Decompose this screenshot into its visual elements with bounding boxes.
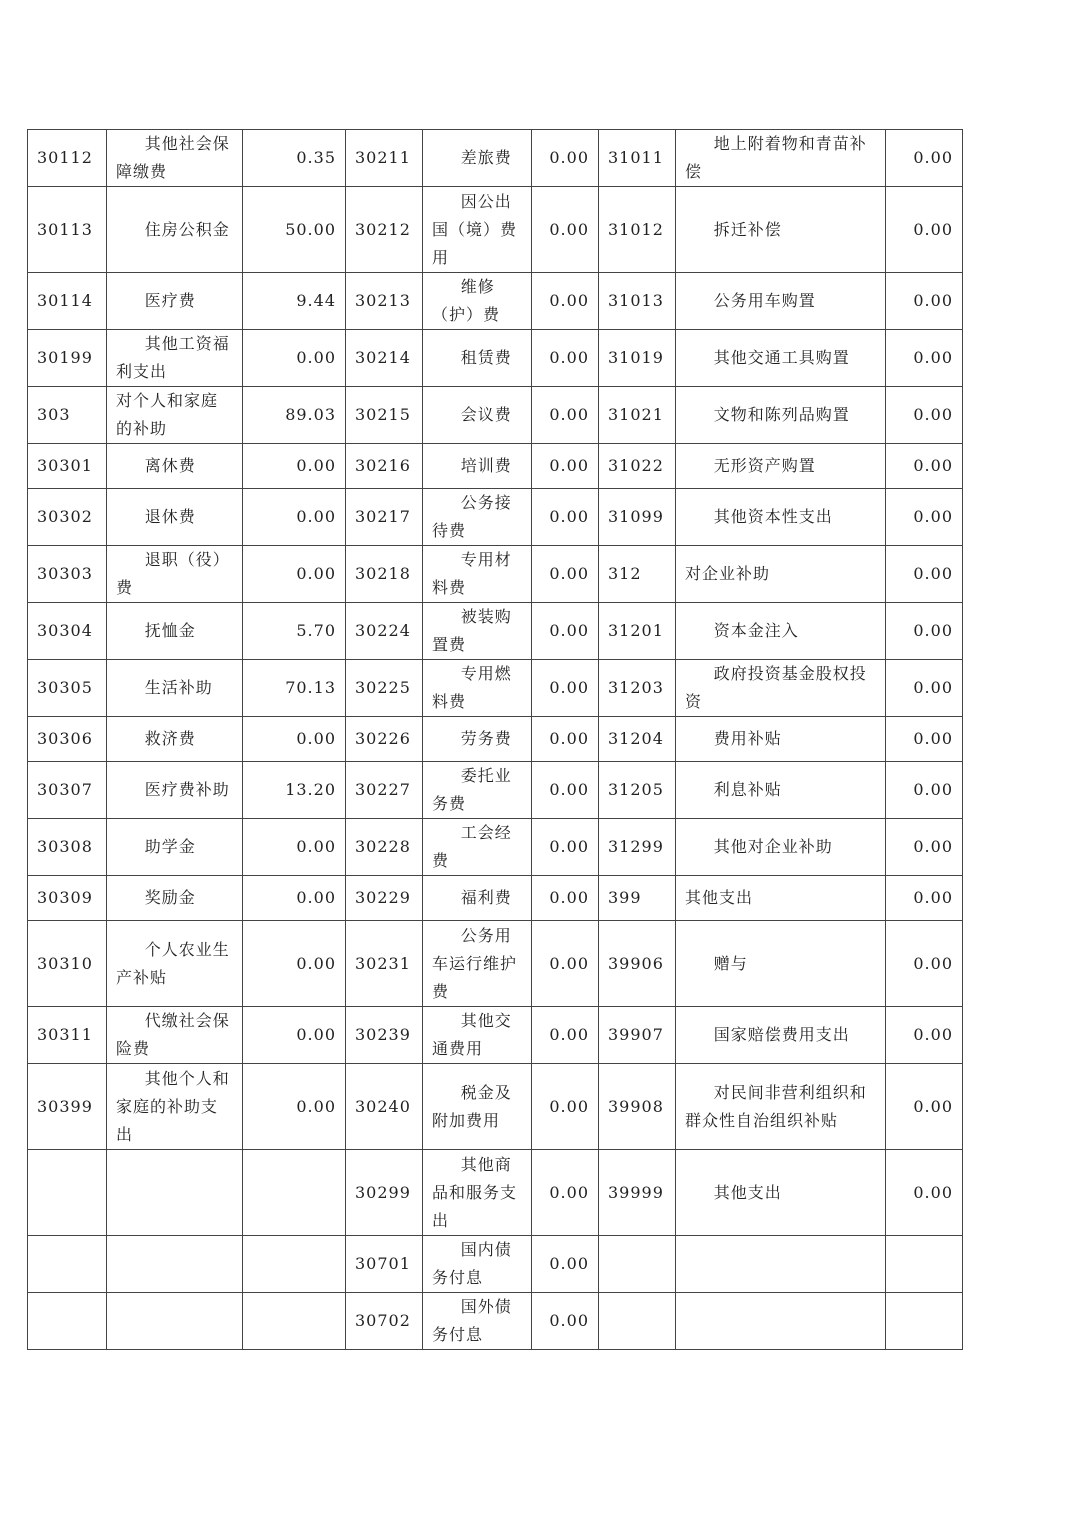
name-cell: 其他商品和服务支出 (423, 1150, 532, 1236)
amount-cell: 0.00 (532, 819, 599, 876)
amount-cell: 0.00 (243, 1007, 346, 1064)
amount-cell: 0.00 (532, 387, 599, 444)
name-cell: 其他工资福利支出 (107, 330, 243, 387)
amount-cell: 0.00 (532, 130, 599, 187)
amount-cell: 0.00 (532, 876, 599, 921)
name-cell: 维修（护）费 (423, 273, 532, 330)
code-cell: 30306 (28, 717, 107, 762)
code-cell: 30227 (346, 762, 423, 819)
amount-cell: 0.00 (243, 546, 346, 603)
name-cell: 差旅费 (423, 130, 532, 187)
name-cell: 其他交通工具购置 (676, 330, 886, 387)
name-cell: 其他支出 (676, 1150, 886, 1236)
table-row (28, 762, 963, 819)
name-cell: 生活补助 (107, 660, 243, 717)
name-cell: 会议费 (423, 387, 532, 444)
code-cell: 30217 (346, 489, 423, 546)
amount-cell: 0.00 (532, 660, 599, 717)
code-cell: 30218 (346, 546, 423, 603)
amount-cell: 0.00 (532, 762, 599, 819)
name-cell: 住房公积金 (107, 187, 243, 273)
amount-cell: 0.00 (886, 444, 963, 489)
name-cell: 利息补贴 (676, 762, 886, 819)
amount-cell (886, 1236, 963, 1293)
code-cell (28, 1236, 107, 1293)
amount-cell: 0.00 (886, 130, 963, 187)
table-row (28, 717, 963, 762)
amount-cell: 0.00 (243, 444, 346, 489)
code-cell: 30240 (346, 1064, 423, 1150)
amount-cell: 0.00 (532, 603, 599, 660)
amount-cell: 0.00 (532, 273, 599, 330)
code-cell: 312 (599, 546, 676, 603)
name-cell (107, 1293, 243, 1350)
name-cell: 无形资产购置 (676, 444, 886, 489)
amount-cell: 70.13 (243, 660, 346, 717)
name-cell: 税金及附加费用 (423, 1064, 532, 1150)
code-cell (28, 1150, 107, 1236)
table-row (28, 1007, 963, 1064)
code-cell: 30225 (346, 660, 423, 717)
amount-cell: 50.00 (243, 187, 346, 273)
amount-cell: 0.00 (886, 330, 963, 387)
amount-cell: 0.00 (532, 921, 599, 1007)
table-row (28, 187, 963, 273)
name-cell: 对企业补助 (676, 546, 886, 603)
name-cell: 救济费 (107, 717, 243, 762)
amount-cell: 0.00 (886, 921, 963, 1007)
name-cell (107, 1150, 243, 1236)
table-row (28, 876, 963, 921)
table-row (28, 330, 963, 387)
table-row (28, 387, 963, 444)
name-cell: 助学金 (107, 819, 243, 876)
name-cell: 培训费 (423, 444, 532, 489)
name-cell: 抚恤金 (107, 603, 243, 660)
budget-table (27, 129, 963, 1350)
amount-cell: 0.00 (886, 603, 963, 660)
table-row (28, 1236, 963, 1293)
name-cell: 地上附着物和青苗补偿 (676, 130, 886, 187)
amount-cell: 0.00 (243, 1064, 346, 1150)
code-cell (599, 1236, 676, 1293)
code-cell: 30702 (346, 1293, 423, 1350)
amount-cell: 0.00 (532, 187, 599, 273)
amount-cell: 0.00 (532, 444, 599, 489)
code-cell: 30199 (28, 330, 107, 387)
table-row (28, 546, 963, 603)
name-cell: 退休费 (107, 489, 243, 546)
code-cell: 30303 (28, 546, 107, 603)
code-cell: 30399 (28, 1064, 107, 1150)
amount-cell: 0.00 (886, 489, 963, 546)
amount-cell: 0.00 (243, 876, 346, 921)
code-cell: 303 (28, 387, 107, 444)
amount-cell: 0.00 (243, 819, 346, 876)
code-cell: 39999 (599, 1150, 676, 1236)
code-cell: 30211 (346, 130, 423, 187)
code-cell: 31019 (599, 330, 676, 387)
amount-cell: 0.00 (532, 1007, 599, 1064)
name-cell: 离休费 (107, 444, 243, 489)
amount-cell: 0.00 (886, 1064, 963, 1150)
amount-cell: 0.00 (532, 1150, 599, 1236)
code-cell (599, 1293, 676, 1350)
amount-cell: 0.00 (886, 762, 963, 819)
name-cell: 被装购置费 (423, 603, 532, 660)
name-cell: 退职（役）费 (107, 546, 243, 603)
table-row (28, 1293, 963, 1350)
name-cell: 福利费 (423, 876, 532, 921)
name-cell: 公务用车运行维护费 (423, 921, 532, 1007)
code-cell: 31011 (599, 130, 676, 187)
amount-cell: 0.00 (886, 387, 963, 444)
code-cell: 30307 (28, 762, 107, 819)
code-cell: 30308 (28, 819, 107, 876)
name-cell: 国内债务付息 (423, 1236, 532, 1293)
code-cell: 30309 (28, 876, 107, 921)
amount-cell: 5.70 (243, 603, 346, 660)
code-cell: 31022 (599, 444, 676, 489)
name-cell: 其他交通费用 (423, 1007, 532, 1064)
table-row (28, 1064, 963, 1150)
code-cell: 30231 (346, 921, 423, 1007)
code-cell: 31013 (599, 273, 676, 330)
amount-cell: 0.00 (886, 187, 963, 273)
name-cell: 国家赔偿费用支出 (676, 1007, 886, 1064)
amount-cell: 0.00 (886, 273, 963, 330)
table-row (28, 819, 963, 876)
amount-cell: 0.00 (532, 489, 599, 546)
table-row (28, 660, 963, 717)
amount-cell: 0.00 (886, 660, 963, 717)
table-row (28, 489, 963, 546)
code-cell (28, 1293, 107, 1350)
amount-cell: 0.00 (243, 717, 346, 762)
table-row (28, 130, 963, 187)
name-cell: 个人农业生产补贴 (107, 921, 243, 1007)
amount-cell: 0.00 (886, 546, 963, 603)
code-cell: 31203 (599, 660, 676, 717)
code-cell: 30114 (28, 273, 107, 330)
name-cell: 赠与 (676, 921, 886, 1007)
name-cell: 其他资本性支出 (676, 489, 886, 546)
code-cell: 30215 (346, 387, 423, 444)
table-row (28, 603, 963, 660)
name-cell: 公务接待费 (423, 489, 532, 546)
name-cell: 专用材料费 (423, 546, 532, 603)
name-cell: 公务用车购置 (676, 273, 886, 330)
amount-cell: 9.44 (243, 273, 346, 330)
amount-cell: 0.00 (532, 1064, 599, 1150)
amount-cell: 0.00 (886, 1007, 963, 1064)
code-cell: 39906 (599, 921, 676, 1007)
code-cell: 30112 (28, 130, 107, 187)
amount-cell: 0.00 (243, 489, 346, 546)
name-cell: 政府投资基金股权投资 (676, 660, 886, 717)
code-cell: 31204 (599, 717, 676, 762)
code-cell: 39907 (599, 1007, 676, 1064)
code-cell: 30311 (28, 1007, 107, 1064)
name-cell: 租赁费 (423, 330, 532, 387)
amount-cell: 0.00 (532, 546, 599, 603)
name-cell: 医疗费补助 (107, 762, 243, 819)
amount-cell (243, 1150, 346, 1236)
amount-cell (243, 1293, 346, 1350)
amount-cell: 0.35 (243, 130, 346, 187)
code-cell: 30214 (346, 330, 423, 387)
table-row (28, 273, 963, 330)
name-cell: 费用补贴 (676, 717, 886, 762)
amount-cell: 0.00 (532, 1236, 599, 1293)
amount-cell: 0.00 (886, 1150, 963, 1236)
code-cell: 39908 (599, 1064, 676, 1150)
table-row (28, 1150, 963, 1236)
amount-cell: 0.00 (243, 921, 346, 1007)
code-cell: 399 (599, 876, 676, 921)
amount-cell: 0.00 (532, 1293, 599, 1350)
amount-cell: 0.00 (243, 330, 346, 387)
name-cell: 其他社会保障缴费 (107, 130, 243, 187)
name-cell: 委托业务费 (423, 762, 532, 819)
table-row (28, 921, 963, 1007)
code-cell: 31012 (599, 187, 676, 273)
code-cell: 30310 (28, 921, 107, 1007)
name-cell: 对民间非营利组织和群众性自治组织补贴 (676, 1064, 886, 1150)
code-cell: 30305 (28, 660, 107, 717)
amount-cell (243, 1236, 346, 1293)
code-cell: 30216 (346, 444, 423, 489)
code-cell: 31099 (599, 489, 676, 546)
code-cell: 30301 (28, 444, 107, 489)
name-cell: 国外债务付息 (423, 1293, 532, 1350)
name-cell: 奖励金 (107, 876, 243, 921)
code-cell: 31021 (599, 387, 676, 444)
name-cell: 其他个人和家庭的补助支出 (107, 1064, 243, 1150)
code-cell: 31299 (599, 819, 676, 876)
name-cell: 劳务费 (423, 717, 532, 762)
name-cell: 专用燃料费 (423, 660, 532, 717)
name-cell: 其他对企业补助 (676, 819, 886, 876)
amount-cell: 89.03 (243, 387, 346, 444)
name-cell: 其他支出 (676, 876, 886, 921)
code-cell: 30226 (346, 717, 423, 762)
name-cell: 因公出国（境）费用 (423, 187, 532, 273)
amount-cell: 13.20 (243, 762, 346, 819)
name-cell: 医疗费 (107, 273, 243, 330)
name-cell: 拆迁补偿 (676, 187, 886, 273)
table-row (28, 444, 963, 489)
code-cell: 30113 (28, 187, 107, 273)
code-cell: 31205 (599, 762, 676, 819)
name-cell (676, 1236, 886, 1293)
name-cell: 对个人和家庭的补助 (107, 387, 243, 444)
amount-cell: 0.00 (886, 876, 963, 921)
code-cell: 30239 (346, 1007, 423, 1064)
code-cell: 30224 (346, 603, 423, 660)
name-cell (676, 1293, 886, 1350)
code-cell: 30304 (28, 603, 107, 660)
amount-cell: 0.00 (886, 717, 963, 762)
name-cell: 代缴社会保险费 (107, 1007, 243, 1064)
name-cell: 工会经费 (423, 819, 532, 876)
code-cell: 30228 (346, 819, 423, 876)
amount-cell (886, 1293, 963, 1350)
code-cell: 30229 (346, 876, 423, 921)
name-cell (107, 1236, 243, 1293)
code-cell: 30213 (346, 273, 423, 330)
code-cell: 31201 (599, 603, 676, 660)
name-cell: 资本金注入 (676, 603, 886, 660)
code-cell: 30299 (346, 1150, 423, 1236)
code-cell: 30212 (346, 187, 423, 273)
amount-cell: 0.00 (532, 717, 599, 762)
name-cell: 文物和陈列品购置 (676, 387, 886, 444)
amount-cell: 0.00 (532, 330, 599, 387)
code-cell: 30302 (28, 489, 107, 546)
code-cell: 30701 (346, 1236, 423, 1293)
amount-cell: 0.00 (886, 819, 963, 876)
